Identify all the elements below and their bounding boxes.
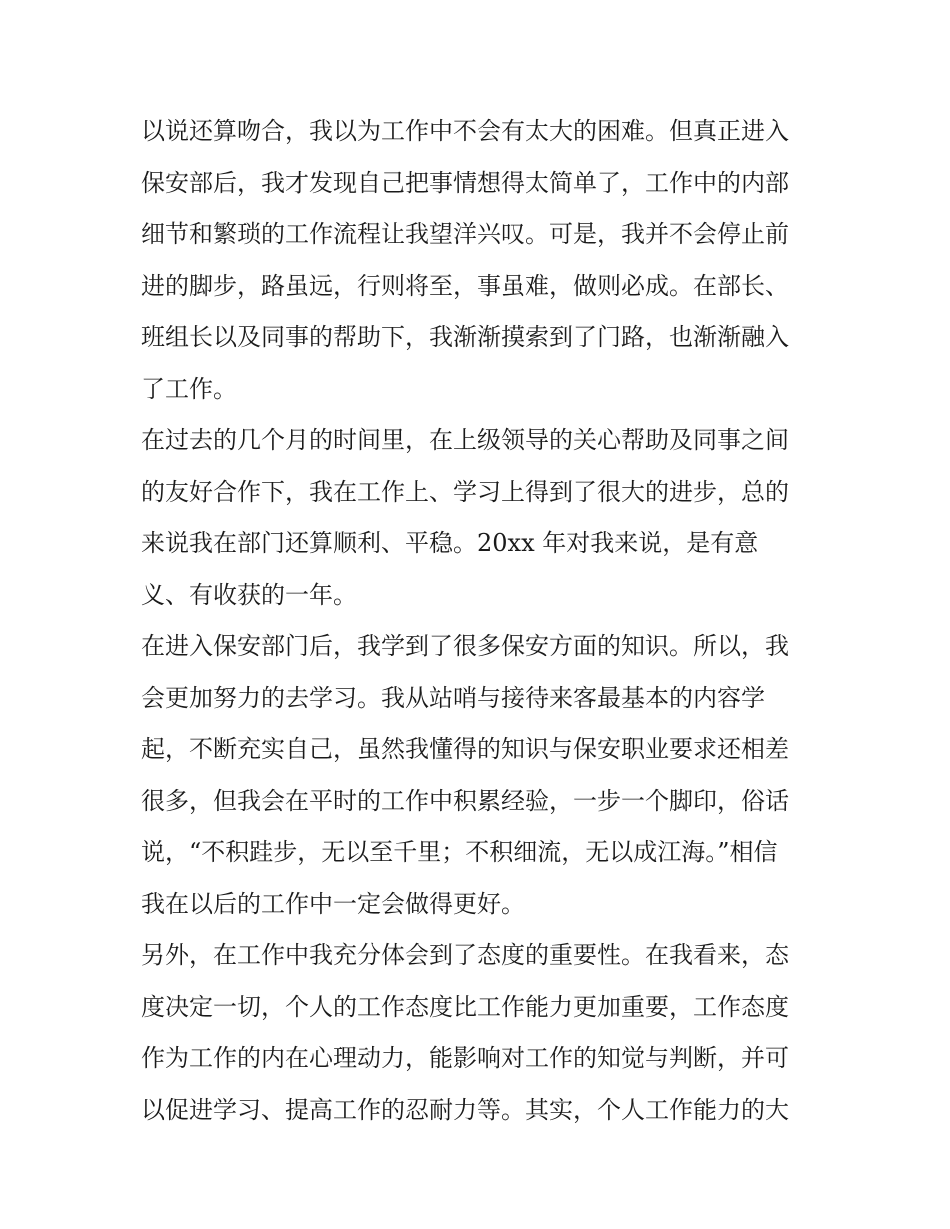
text-line: 另外，在工作中我充分体会到了态度的重要性。在我看来，态 — [141, 941, 789, 969]
text-line: 来说我在部门还算顺利、平稳。20xx 年对我来说，是有意 — [141, 529, 759, 557]
document-body — [141, 106, 821, 1136]
text-line: 起，不断充实自己，虽然我懂得的知识与保安职业要求还相差 — [141, 735, 789, 763]
text-line: 在进入保安部门后，我学到了很多保安方面的知识。所以，我 — [141, 632, 789, 660]
text-line: 以促进学习、提高工作的忍耐力等。其实，个人工作能力的大 — [141, 1095, 789, 1124]
text-line: 度决定一切，个人的工作态度比工作能力更加重要，工作态度 — [141, 992, 789, 1021]
text-line: 保安部后，我才发现自己把事情想得太简单了，工作中的内部 — [141, 168, 789, 197]
text-line: 在过去的几个月的时间里，在上级领导的关心帮助及同事之间 — [141, 426, 789, 454]
text-line: 我在以后的工作中一定会做得更好。 — [141, 889, 525, 918]
text-line: 很多，但我会在平时的工作中积累经验，一步一个脚印，俗话 — [141, 786, 789, 815]
text-line: 作为工作的内在心理动力，能影响对工作的知觉与判断，并可 — [141, 1044, 789, 1072]
text-line: 进的脚步，路虽远，行则将至，事虽难，做则必成。在部长、 — [141, 271, 789, 300]
text-line: 义、有收获的一年。 — [141, 580, 357, 609]
text-line: 细节和繁琐的工作流程让我望洋兴叹。可是，我并不会停止前 — [141, 220, 789, 248]
text-line: 以说还算吻合，我以为工作中不会有太大的困难。但真正进入 — [141, 117, 789, 145]
text-line: 说，“不积跬步，无以至千里；不积细流，无以成江海。”相信 — [141, 838, 778, 866]
text-line: 会更加努力的去学习。我从站哨与接待来客最基本的内容学 — [141, 683, 765, 712]
text-line: 了工作。 — [141, 374, 237, 403]
text-line: 的友好合作下，我在工作上、学习上得到了很大的进步，总的 — [141, 477, 789, 506]
text-line: 班组长以及同事的帮助下，我渐渐摸索到了门路，也渐渐融入 — [141, 323, 789, 351]
